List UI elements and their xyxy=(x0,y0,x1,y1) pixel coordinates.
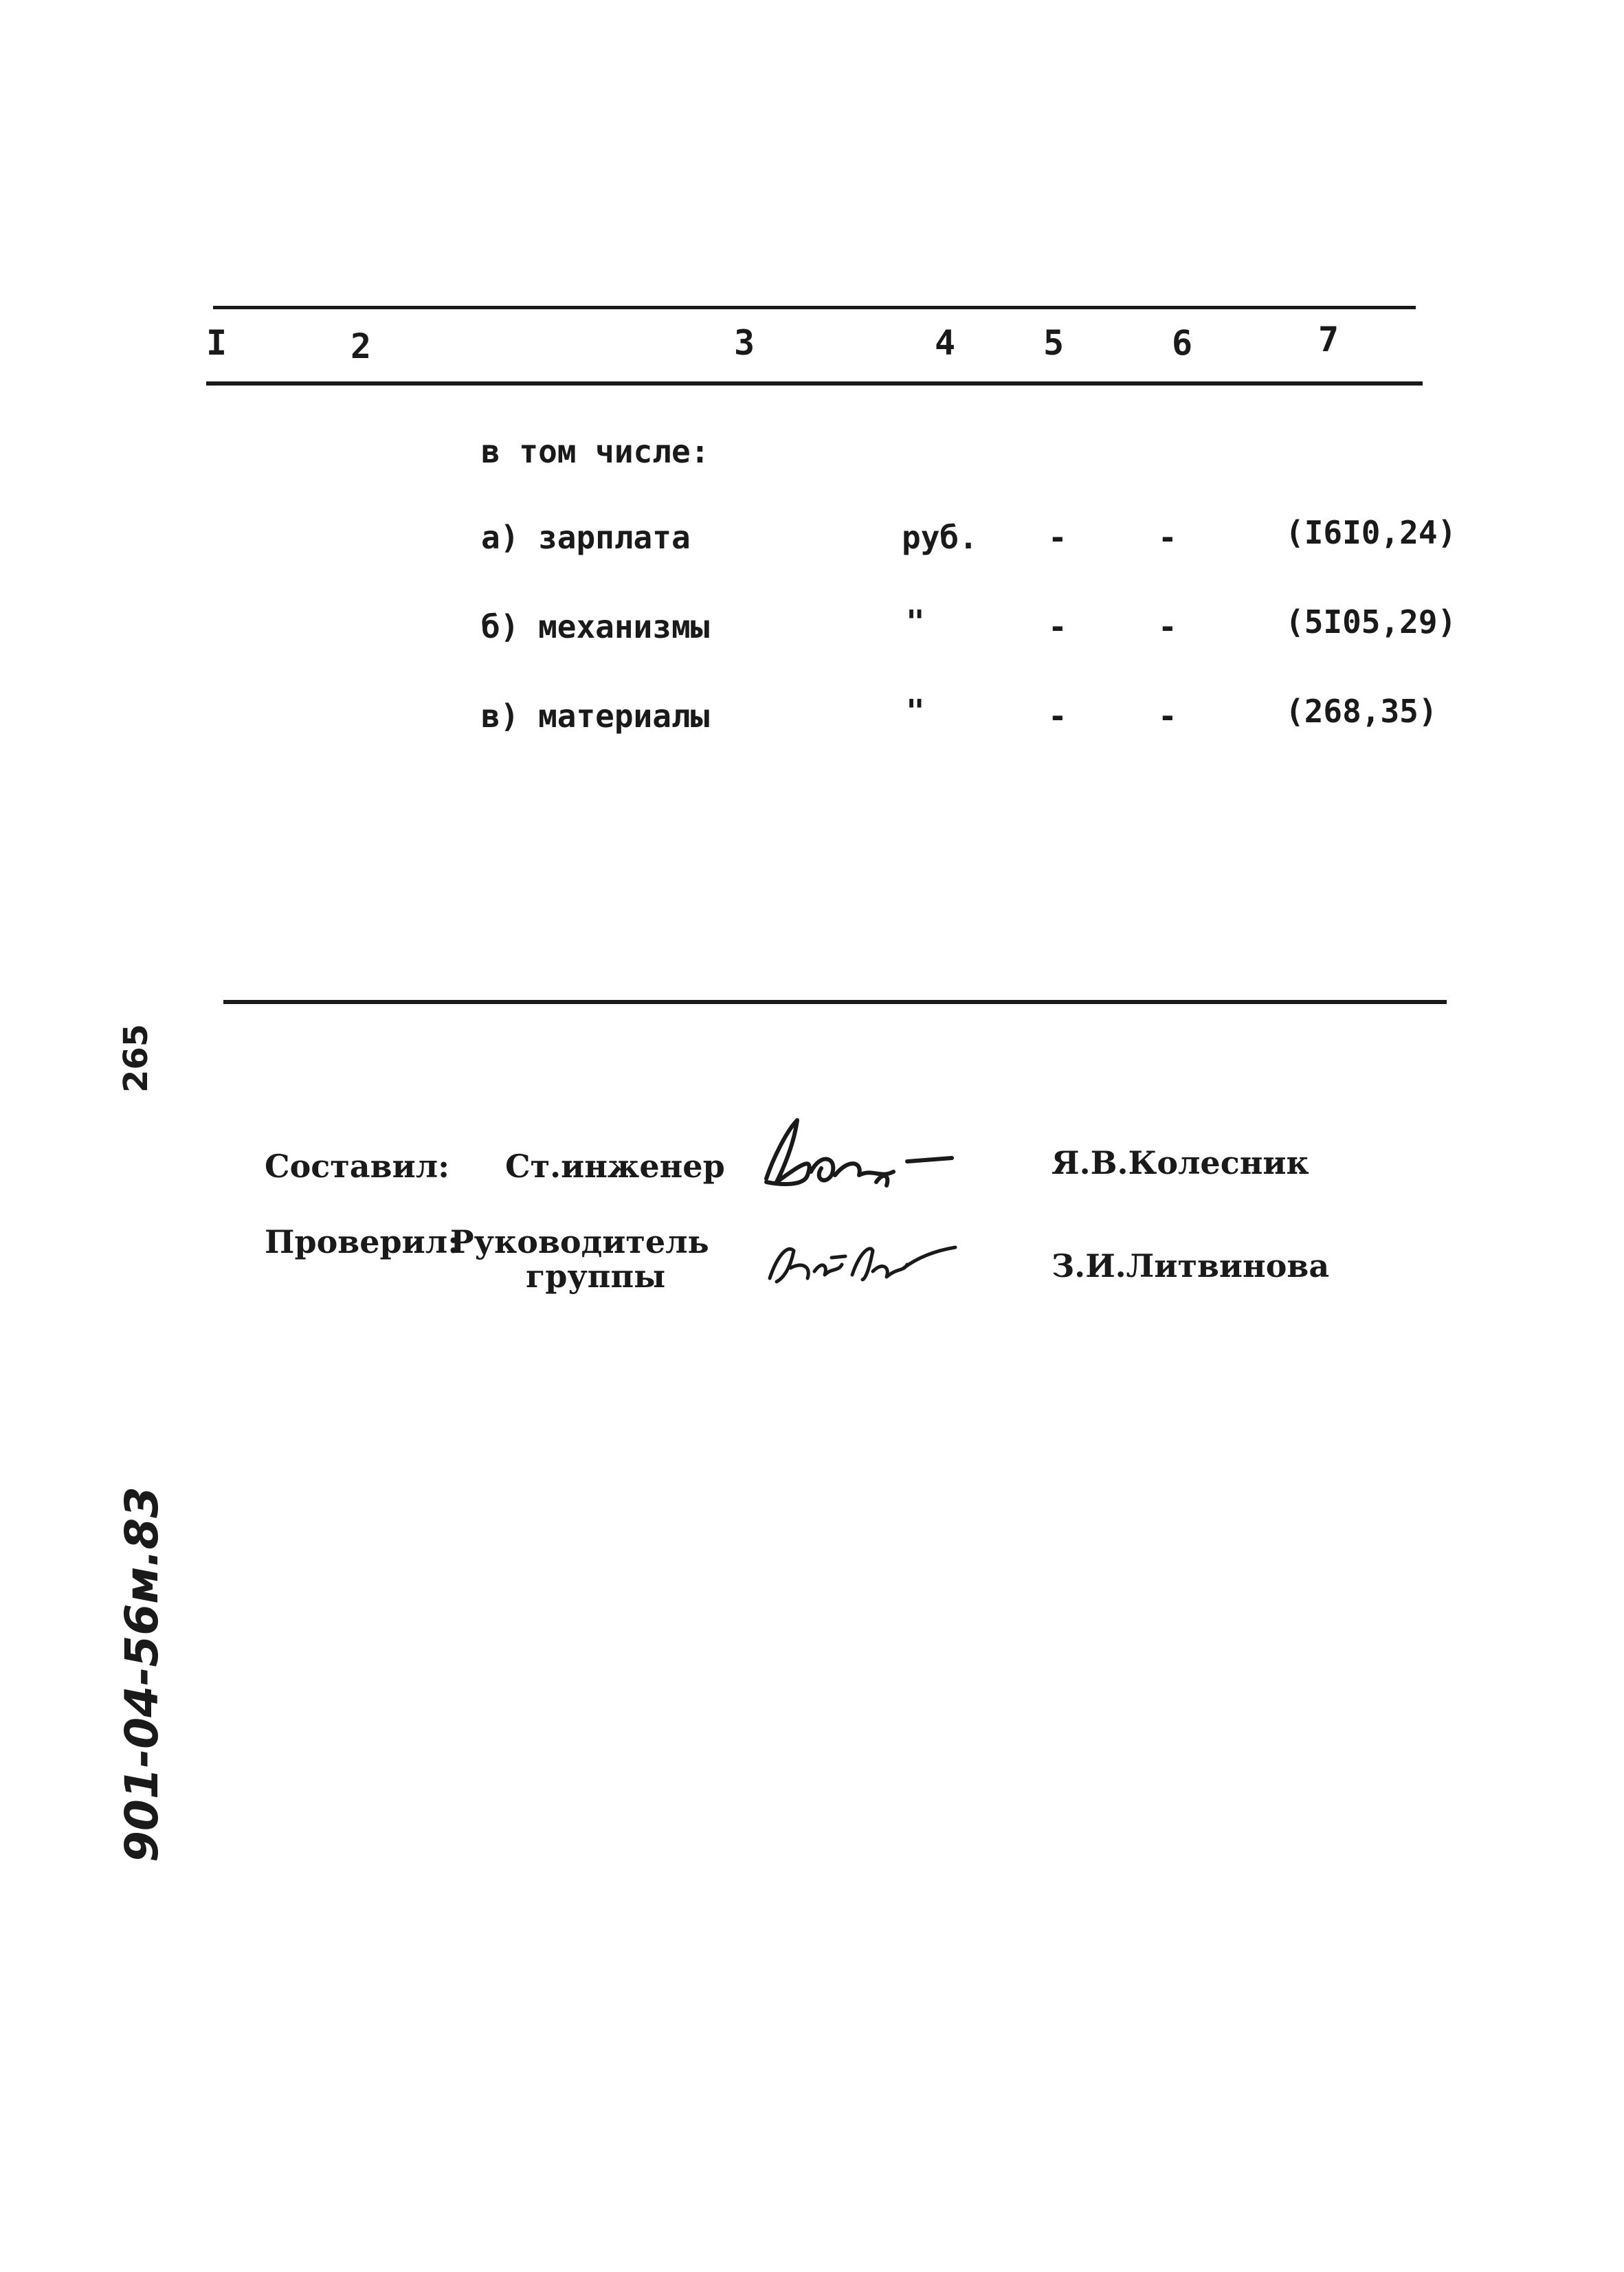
margin-doc-code: 901-04-56м.83 xyxy=(115,1486,168,1862)
row-col5: - xyxy=(1048,519,1067,556)
checked-position-line1: Руководитель xyxy=(450,1223,709,1260)
row-label: в том числе: xyxy=(481,433,710,470)
header-col-3: 3 xyxy=(734,323,755,363)
compiled-position: Ст.инженер xyxy=(505,1148,725,1185)
table-header-bottom-rule xyxy=(206,381,1423,386)
checked-signature xyxy=(763,1230,969,1285)
header-col-6: 6 xyxy=(1172,323,1193,363)
row-value: (268,35) xyxy=(1285,693,1438,730)
row-label: в) материалы xyxy=(481,698,710,735)
table-bottom-rule xyxy=(223,1000,1447,1004)
row-col5: - xyxy=(1048,698,1067,735)
row-unit: " xyxy=(906,693,925,730)
compiled-label: Составил: xyxy=(265,1148,450,1185)
row-label: а) зарплата xyxy=(481,519,691,556)
row-col5: - xyxy=(1048,608,1067,645)
row-value: (I6I0,24) xyxy=(1285,514,1457,551)
row-unit: руб. xyxy=(902,519,978,556)
table-top-rule xyxy=(213,306,1416,309)
checked-name: З.И.Литвинова xyxy=(1052,1247,1330,1284)
row-unit: " xyxy=(906,603,925,641)
row-value: (5I05,29) xyxy=(1285,603,1457,641)
header-col-7: 7 xyxy=(1318,320,1339,359)
header-col-1: I xyxy=(206,323,227,363)
row-col6: - xyxy=(1158,519,1177,556)
compiled-signature xyxy=(746,1110,952,1199)
checked-label: Проверил: xyxy=(265,1223,460,1260)
checked-position-line2: группы xyxy=(526,1258,666,1295)
row-label: б) механизмы xyxy=(481,608,710,645)
compiled-name: Я.В.Колесник xyxy=(1052,1144,1309,1181)
header-col-4: 4 xyxy=(935,323,956,363)
header-col-5: 5 xyxy=(1043,323,1065,363)
margin-page-number: 265 xyxy=(117,1023,155,1093)
row-col6: - xyxy=(1158,698,1177,735)
row-col6: - xyxy=(1158,608,1177,645)
header-col-2: 2 xyxy=(351,326,372,366)
